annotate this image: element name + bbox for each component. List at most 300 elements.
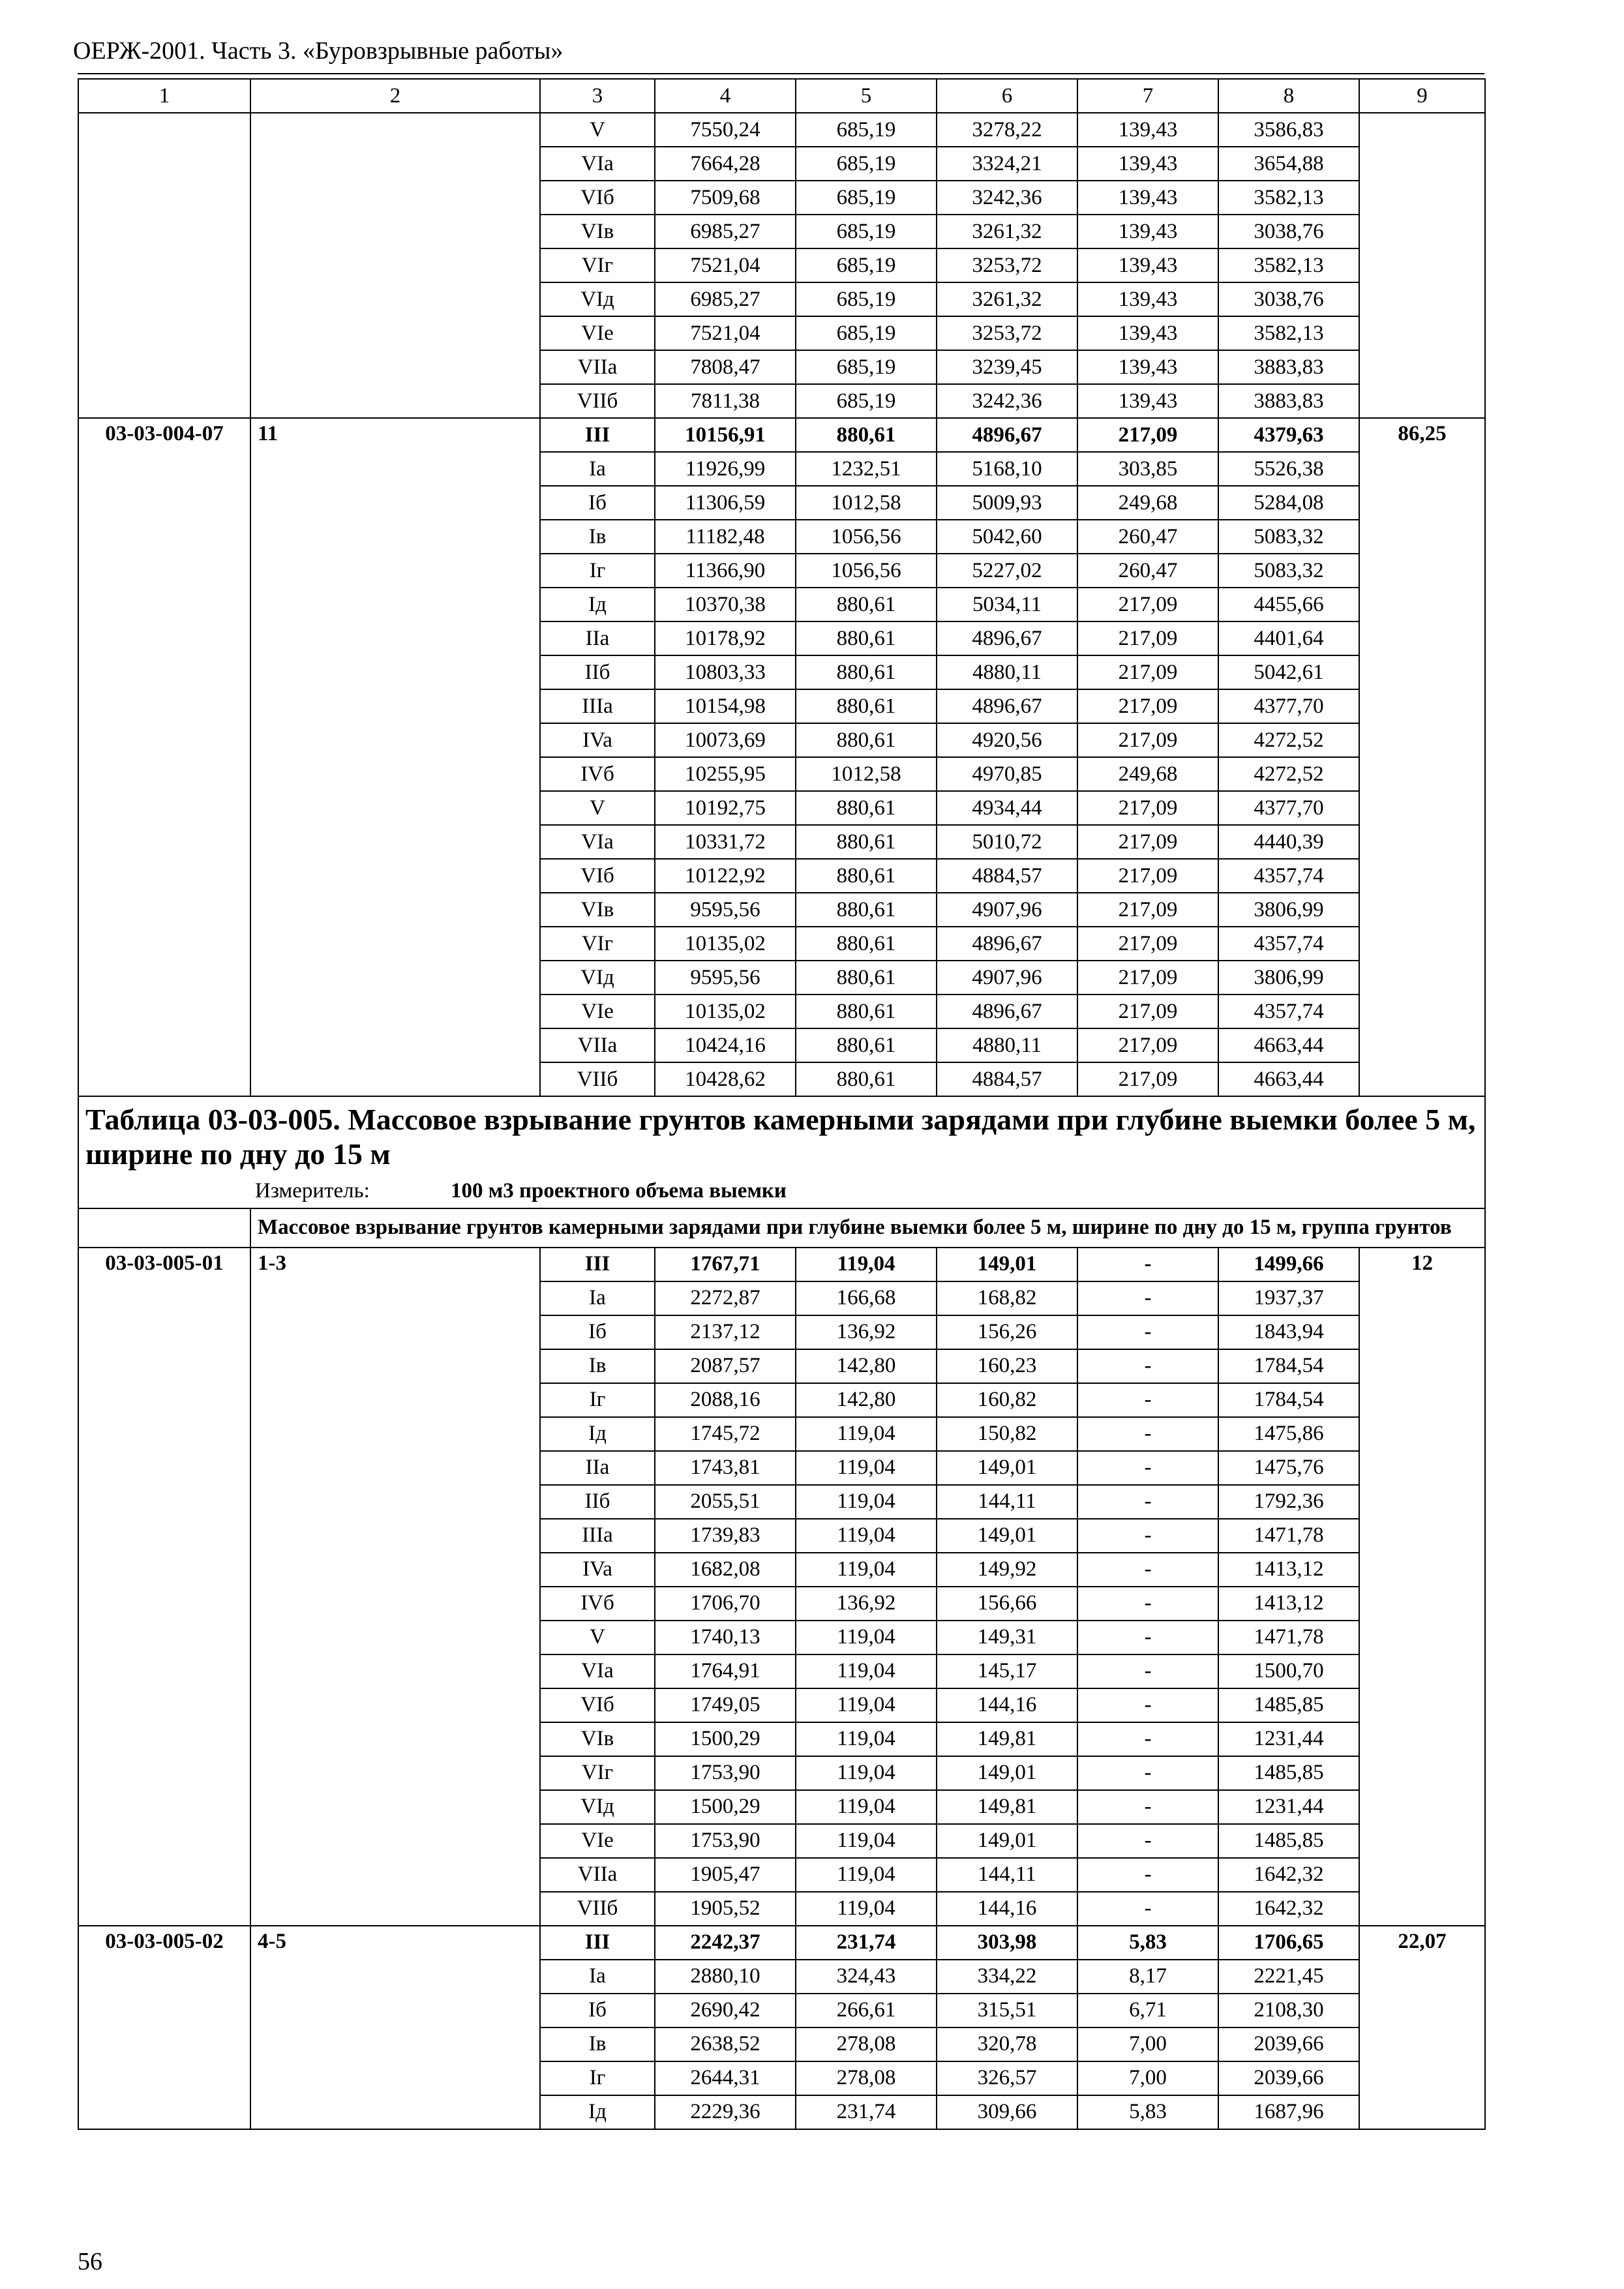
total-cost-cell: 1500,29: [655, 1790, 796, 1824]
group-cell: VIIa: [540, 1858, 655, 1892]
measure-value: 100 м3 проектного объема выемки: [451, 1178, 787, 1203]
group-cell: IIб: [540, 655, 655, 689]
machines-cell: 149,92: [937, 1553, 1077, 1587]
machines-cell: 144,16: [937, 1688, 1077, 1722]
column-number: 3: [540, 79, 655, 113]
materials-cell: 5526,38: [1218, 452, 1359, 486]
materials-cell: 3582,13: [1218, 181, 1359, 215]
total-cost-cell: 10135,02: [655, 995, 796, 1028]
machines-cell: 5034,11: [937, 588, 1077, 621]
labor-rate: 12: [1359, 1248, 1485, 1926]
table-body: [78, 79, 1485, 2129]
machinist-wages-cell: 217,09: [1077, 893, 1218, 927]
group-cell: VIIa: [540, 350, 655, 384]
total-cost-cell: 1743,81: [655, 1451, 796, 1485]
total-cost-cell: 6985,27: [655, 215, 796, 248]
machines-cell: 326,57: [937, 2061, 1077, 2095]
wages-cell: 119,04: [796, 1654, 937, 1688]
group-cell: IVa: [540, 723, 655, 757]
machinist-wages-cell: -: [1077, 1315, 1218, 1349]
total-cost-cell: 2055,51: [655, 1485, 796, 1519]
item-name: 11: [250, 418, 540, 1096]
materials-cell: 4401,64: [1218, 621, 1359, 655]
total-cost-cell: 10073,69: [655, 723, 796, 757]
materials-cell: 4377,70: [1218, 791, 1359, 825]
machinist-wages-cell: -: [1077, 1858, 1218, 1892]
machinist-wages-cell: 303,85: [1077, 452, 1218, 486]
machines-cell: 144,11: [937, 1485, 1077, 1519]
machines-cell: 4896,67: [937, 995, 1077, 1028]
total-cost-cell: 9595,56: [655, 893, 796, 927]
group-cell: V: [540, 113, 655, 147]
wages-cell: 119,04: [796, 1722, 937, 1756]
machines-cell: 3242,36: [937, 181, 1077, 215]
column-number: 2: [250, 79, 540, 113]
group-cell: VIд: [540, 282, 655, 316]
wages-cell: 142,80: [796, 1349, 937, 1383]
machines-cell: 4880,11: [937, 655, 1077, 689]
machinist-wages-cell: 139,43: [1077, 282, 1218, 316]
materials-cell: 4377,70: [1218, 689, 1359, 723]
wages-cell: 685,19: [796, 384, 937, 418]
table-title-row: [78, 1096, 1485, 1208]
materials-cell: 4663,44: [1218, 1062, 1359, 1096]
group-cell: IIб: [540, 1485, 655, 1519]
wages-cell: 119,04: [796, 1519, 937, 1553]
group-cell: VIб: [540, 1688, 655, 1722]
total-cost-cell: 10192,75: [655, 791, 796, 825]
total-cost-cell: 10135,02: [655, 927, 796, 961]
group-cell: VIIб: [540, 384, 655, 418]
table-row: [78, 1926, 1485, 1960]
total-cost-cell: 10156,91: [655, 418, 796, 452]
machinist-wages-cell: 139,43: [1077, 248, 1218, 282]
materials-cell: 5083,32: [1218, 554, 1359, 588]
total-cost-cell: 7521,04: [655, 248, 796, 282]
machines-cell: 5168,10: [937, 452, 1077, 486]
total-cost-cell: 11182,48: [655, 520, 796, 554]
table-row: [78, 1248, 1485, 1281]
machinist-wages-cell: 139,43: [1077, 181, 1218, 215]
machinist-wages-cell: -: [1077, 1621, 1218, 1654]
machinist-wages-cell: -: [1077, 1553, 1218, 1587]
group-cell: VIa: [540, 825, 655, 859]
wages-cell: 1056,56: [796, 520, 937, 554]
machinist-wages-cell: 249,68: [1077, 486, 1218, 520]
wages-cell: 685,19: [796, 282, 937, 316]
machinist-wages-cell: -: [1077, 1383, 1218, 1417]
total-cost-cell: 7550,24: [655, 113, 796, 147]
materials-cell: 1843,94: [1218, 1315, 1359, 1349]
machinist-wages-cell: 217,09: [1077, 927, 1218, 961]
machinist-wages-cell: -: [1077, 1824, 1218, 1858]
machines-cell: 3278,22: [937, 113, 1077, 147]
materials-cell: 1642,32: [1218, 1892, 1359, 1926]
group-cell: Iб: [540, 1315, 655, 1349]
labor-rate: [1359, 113, 1485, 418]
group-cell: VIe: [540, 316, 655, 350]
wages-cell: 324,43: [796, 1960, 937, 1994]
group-cell: III: [540, 1926, 655, 1960]
wages-cell: 166,68: [796, 1281, 937, 1315]
wages-cell: 880,61: [796, 588, 937, 621]
materials-cell: 5284,08: [1218, 486, 1359, 520]
machinist-wages-cell: 139,43: [1077, 316, 1218, 350]
materials-cell: 1937,37: [1218, 1281, 1359, 1315]
wages-cell: 880,61: [796, 1028, 937, 1062]
machines-cell: 150,82: [937, 1417, 1077, 1451]
group-cell: Iб: [540, 486, 655, 520]
group-cell: V: [540, 791, 655, 825]
group-cell: VIa: [540, 147, 655, 181]
group-cell: Iг: [540, 554, 655, 588]
table-description: Массовое взрывание грунтов камерными зарядами при глубине выемки более 5 м, ширине по дну до 15 м, группа грунтов: [250, 1208, 1485, 1247]
group-cell: VIг: [540, 1756, 655, 1790]
machinist-wages-cell: 217,09: [1077, 655, 1218, 689]
materials-cell: 5083,32: [1218, 520, 1359, 554]
machines-cell: 144,11: [937, 1858, 1077, 1892]
total-cost-cell: 11366,90: [655, 554, 796, 588]
wages-cell: 880,61: [796, 418, 937, 452]
wages-cell: 1012,58: [796, 757, 937, 791]
total-cost-cell: 1905,52: [655, 1892, 796, 1926]
machines-cell: 168,82: [937, 1281, 1077, 1315]
item-code: [78, 113, 250, 418]
machinist-wages-cell: 8,17: [1077, 1960, 1218, 1994]
machines-cell: 149,01: [937, 1451, 1077, 1485]
total-cost-cell: 2087,57: [655, 1349, 796, 1383]
group-cell: VIe: [540, 1824, 655, 1858]
total-cost-cell: 1764,91: [655, 1654, 796, 1688]
machinist-wages-cell: -: [1077, 1892, 1218, 1926]
machines-cell: 160,82: [937, 1383, 1077, 1417]
total-cost-cell: 2690,42: [655, 1994, 796, 2027]
rates-table: [78, 78, 1486, 2130]
machines-cell: 3253,72: [937, 248, 1077, 282]
machines-cell: 144,16: [937, 1892, 1077, 1926]
materials-cell: 1471,78: [1218, 1519, 1359, 1553]
group-cell: Ia: [540, 1960, 655, 1994]
wages-cell: 880,61: [796, 825, 937, 859]
machines-cell: 149,01: [937, 1756, 1077, 1790]
machinist-wages-cell: -: [1077, 1451, 1218, 1485]
machines-cell: 4970,85: [937, 757, 1077, 791]
machines-cell: 3242,36: [937, 384, 1077, 418]
machinist-wages-cell: 217,09: [1077, 995, 1218, 1028]
materials-cell: 3883,83: [1218, 384, 1359, 418]
wages-cell: 266,61: [796, 1994, 937, 2027]
total-cost-cell: 7811,38: [655, 384, 796, 418]
machinist-wages-cell: -: [1077, 1756, 1218, 1790]
total-cost-cell: 10178,92: [655, 621, 796, 655]
machinist-wages-cell: 217,09: [1077, 588, 1218, 621]
materials-cell: 3582,13: [1218, 248, 1359, 282]
materials-cell: 1642,32: [1218, 1858, 1359, 1892]
wages-cell: 880,61: [796, 723, 937, 757]
machines-cell: 149,31: [937, 1621, 1077, 1654]
machinist-wages-cell: 249,68: [1077, 757, 1218, 791]
materials-cell: 2039,66: [1218, 2061, 1359, 2095]
machinist-wages-cell: 217,09: [1077, 859, 1218, 893]
wages-cell: 119,04: [796, 1756, 937, 1790]
group-cell: VIв: [540, 215, 655, 248]
total-cost-cell: 7664,28: [655, 147, 796, 181]
machines-cell: 315,51: [937, 1994, 1077, 2027]
total-cost-cell: 1739,83: [655, 1519, 796, 1553]
machines-cell: 156,26: [937, 1315, 1077, 1349]
machinist-wages-cell: 139,43: [1077, 350, 1218, 384]
machinist-wages-cell: -: [1077, 1485, 1218, 1519]
total-cost-cell: 6985,27: [655, 282, 796, 316]
group-cell: Iг: [540, 2061, 655, 2095]
column-number: 7: [1077, 79, 1218, 113]
wages-cell: 880,61: [796, 859, 937, 893]
materials-cell: 5042,61: [1218, 655, 1359, 689]
wages-cell: 119,04: [796, 1553, 937, 1587]
group-cell: Iд: [540, 2095, 655, 2129]
machinist-wages-cell: -: [1077, 1688, 1218, 1722]
wages-cell: 880,61: [796, 689, 937, 723]
machinist-wages-cell: -: [1077, 1281, 1218, 1315]
machinist-wages-cell: 5,83: [1077, 1926, 1218, 1960]
item-code: 03-03-005-01: [78, 1248, 250, 1926]
wages-cell: 119,04: [796, 1485, 937, 1519]
machines-cell: 3324,21: [937, 147, 1077, 181]
materials-cell: 1500,70: [1218, 1654, 1359, 1688]
wages-cell: 136,92: [796, 1315, 937, 1349]
total-cost-cell: 2638,52: [655, 2027, 796, 2061]
machinist-wages-cell: 7,00: [1077, 2061, 1218, 2095]
machinist-wages-cell: 217,09: [1077, 1062, 1218, 1096]
materials-cell: 4272,52: [1218, 757, 1359, 791]
wages-cell: 880,61: [796, 621, 937, 655]
wages-cell: 231,74: [796, 2095, 937, 2129]
wages-cell: 685,19: [796, 248, 937, 282]
materials-cell: 3038,76: [1218, 282, 1359, 316]
machinist-wages-cell: -: [1077, 1790, 1218, 1824]
materials-cell: 4663,44: [1218, 1028, 1359, 1062]
total-cost-cell: 7521,04: [655, 316, 796, 350]
header-rule: [78, 73, 1484, 74]
group-cell: VIIб: [540, 1062, 655, 1096]
wages-cell: 119,04: [796, 1824, 937, 1858]
group-cell: VIг: [540, 927, 655, 961]
group-cell: Iг: [540, 1383, 655, 1417]
machines-cell: 5042,60: [937, 520, 1077, 554]
group-cell: VIIб: [540, 1892, 655, 1926]
wages-cell: 880,61: [796, 995, 937, 1028]
total-cost-cell: 10428,62: [655, 1062, 796, 1096]
machinist-wages-cell: 139,43: [1077, 384, 1218, 418]
machines-cell: 4884,57: [937, 859, 1077, 893]
group-cell: V: [540, 1621, 655, 1654]
total-cost-cell: 1749,05: [655, 1688, 796, 1722]
total-cost-cell: 1753,90: [655, 1756, 796, 1790]
wages-cell: 119,04: [796, 1790, 937, 1824]
total-cost-cell: 10331,72: [655, 825, 796, 859]
total-cost-cell: 11306,59: [655, 486, 796, 520]
table-description-row: [78, 1208, 1485, 1247]
group-cell: VIe: [540, 995, 655, 1028]
wages-cell: 1056,56: [796, 554, 937, 588]
machinist-wages-cell: 217,09: [1077, 689, 1218, 723]
machinist-wages-cell: 6,71: [1077, 1994, 1218, 2027]
machinist-wages-cell: -: [1077, 1519, 1218, 1553]
total-cost-cell: 2242,37: [655, 1926, 796, 1960]
wages-cell: 278,08: [796, 2061, 937, 2095]
materials-cell: 4357,74: [1218, 927, 1359, 961]
wages-cell: 119,04: [796, 1858, 937, 1892]
machinist-wages-cell: -: [1077, 1722, 1218, 1756]
wages-cell: 119,04: [796, 1688, 937, 1722]
machinist-wages-cell: 5,83: [1077, 2095, 1218, 2129]
wages-cell: 880,61: [796, 893, 937, 927]
materials-cell: 4379,63: [1218, 418, 1359, 452]
materials-cell: 3038,76: [1218, 215, 1359, 248]
materials-cell: 1687,96: [1218, 2095, 1359, 2129]
description-blank: [78, 1208, 250, 1247]
machines-cell: 4896,67: [937, 418, 1077, 452]
wages-cell: 880,61: [796, 1062, 937, 1096]
wages-cell: 136,92: [796, 1587, 937, 1621]
table-row: [78, 113, 1485, 147]
materials-cell: 4440,39: [1218, 825, 1359, 859]
machines-cell: 145,17: [937, 1654, 1077, 1688]
machines-cell: 4896,67: [937, 927, 1077, 961]
materials-cell: 1792,36: [1218, 1485, 1359, 1519]
machinist-wages-cell: 217,09: [1077, 825, 1218, 859]
materials-cell: 4272,52: [1218, 723, 1359, 757]
document-header: ОЕРЖ-2001. Часть 3. «Буровзрывные работы»: [73, 37, 564, 65]
labor-rate: 22,07: [1359, 1926, 1485, 2129]
materials-cell: 1413,12: [1218, 1587, 1359, 1621]
wages-cell: 119,04: [796, 1621, 937, 1654]
labor-rate: 86,25: [1359, 418, 1485, 1096]
group-cell: Iв: [540, 2027, 655, 2061]
wages-cell: 880,61: [796, 655, 937, 689]
total-cost-cell: 10255,95: [655, 757, 796, 791]
total-cost-cell: 10154,98: [655, 689, 796, 723]
machinist-wages-cell: 139,43: [1077, 215, 1218, 248]
page-number: 56: [78, 2248, 102, 2275]
materials-cell: 1471,78: [1218, 1621, 1359, 1654]
machinist-wages-cell: 217,09: [1077, 621, 1218, 655]
column-number: 1: [78, 79, 250, 113]
machinist-wages-cell: 7,00: [1077, 2027, 1218, 2061]
materials-cell: 1413,12: [1218, 1553, 1359, 1587]
machines-cell: 4896,67: [937, 621, 1077, 655]
wages-cell: 119,04: [796, 1451, 937, 1485]
wages-cell: 685,19: [796, 147, 937, 181]
machines-cell: 5009,93: [937, 486, 1077, 520]
wages-cell: 880,61: [796, 791, 937, 825]
machines-cell: 4907,96: [937, 961, 1077, 995]
machinist-wages-cell: 217,09: [1077, 1028, 1218, 1062]
group-cell: Iд: [540, 588, 655, 621]
table-title-cell: [78, 1096, 1485, 1208]
wages-cell: 231,74: [796, 1926, 937, 1960]
machines-cell: 4934,44: [937, 791, 1077, 825]
table-row: [78, 418, 1485, 452]
machines-cell: 4907,96: [937, 893, 1077, 927]
machinist-wages-cell: -: [1077, 1248, 1218, 1281]
machines-cell: 3261,32: [937, 215, 1077, 248]
wages-cell: 119,04: [796, 1892, 937, 1926]
machines-cell: 149,81: [937, 1790, 1077, 1824]
materials-cell: 1475,76: [1218, 1451, 1359, 1485]
materials-cell: 1784,54: [1218, 1349, 1359, 1383]
materials-cell: 2039,66: [1218, 2027, 1359, 2061]
total-cost-cell: 2272,87: [655, 1281, 796, 1315]
item-code: 03-03-005-02: [78, 1926, 250, 2129]
wages-cell: 685,19: [796, 113, 937, 147]
materials-cell: 3883,83: [1218, 350, 1359, 384]
group-cell: VIв: [540, 893, 655, 927]
machinist-wages-cell: 217,09: [1077, 961, 1218, 995]
group-cell: Iв: [540, 1349, 655, 1383]
machines-cell: 309,66: [937, 2095, 1077, 2129]
total-cost-cell: 9595,56: [655, 961, 796, 995]
machines-cell: 3261,32: [937, 282, 1077, 316]
total-cost-cell: 7509,68: [655, 181, 796, 215]
machinist-wages-cell: -: [1077, 1587, 1218, 1621]
machines-cell: 149,01: [937, 1519, 1077, 1553]
wages-cell: 685,19: [796, 350, 937, 384]
wages-cell: 1012,58: [796, 486, 937, 520]
machines-cell: 149,01: [937, 1824, 1077, 1858]
group-cell: III: [540, 418, 655, 452]
wages-cell: 142,80: [796, 1383, 937, 1417]
group-cell: IIa: [540, 621, 655, 655]
materials-cell: 2108,30: [1218, 1994, 1359, 2027]
machinist-wages-cell: -: [1077, 1349, 1218, 1383]
group-cell: IVб: [540, 1587, 655, 1621]
machinist-wages-cell: 217,09: [1077, 723, 1218, 757]
total-cost-cell: 2229,36: [655, 2095, 796, 2129]
machines-cell: 4920,56: [937, 723, 1077, 757]
group-cell: Ia: [540, 1281, 655, 1315]
materials-cell: 3582,13: [1218, 316, 1359, 350]
materials-cell: 3586,83: [1218, 113, 1359, 147]
machines-cell: 156,66: [937, 1587, 1077, 1621]
column-number: 5: [796, 79, 937, 113]
group-cell: VIIa: [540, 1028, 655, 1062]
group-cell: VIa: [540, 1654, 655, 1688]
materials-cell: 1231,44: [1218, 1722, 1359, 1756]
machinist-wages-cell: 217,09: [1077, 418, 1218, 452]
group-cell: VIб: [540, 181, 655, 215]
measure-line: [85, 1178, 1478, 1204]
group-cell: IIIa: [540, 689, 655, 723]
machinist-wages-cell: 139,43: [1077, 147, 1218, 181]
wages-cell: 880,61: [796, 961, 937, 995]
machines-cell: 149,01: [937, 1248, 1077, 1281]
machinist-wages-cell: -: [1077, 1417, 1218, 1451]
materials-cell: 1706,65: [1218, 1926, 1359, 1960]
column-number: 9: [1359, 79, 1485, 113]
materials-cell: 3654,88: [1218, 147, 1359, 181]
total-cost-cell: 2644,31: [655, 2061, 796, 2095]
group-cell: Iв: [540, 520, 655, 554]
group-cell: VIг: [540, 248, 655, 282]
total-cost-cell: 1767,71: [655, 1248, 796, 1281]
item-name: [250, 113, 540, 418]
total-cost-cell: 1905,47: [655, 1858, 796, 1892]
machinist-wages-cell: 260,47: [1077, 554, 1218, 588]
total-cost-cell: 11926,99: [655, 452, 796, 486]
machines-cell: 4880,11: [937, 1028, 1077, 1062]
total-cost-cell: 2880,10: [655, 1960, 796, 1994]
